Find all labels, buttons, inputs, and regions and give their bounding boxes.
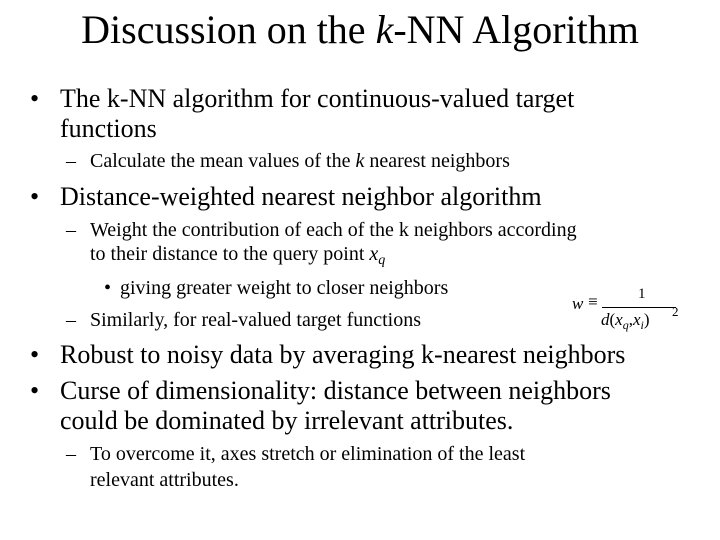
bullet-text: Curse of dimensionality: distance between neighbors — [60, 376, 611, 405]
bullet-marker: • — [30, 376, 40, 405]
fraction-bar — [602, 307, 676, 308]
bullet-marker: • — [30, 340, 40, 369]
sub-bullet-text: Calculate the mean values of the k nearest neighbors — [90, 150, 510, 172]
title-k: k — [375, 7, 394, 52]
formula-equiv: ≡ — [588, 292, 598, 311]
formula-numerator: 1 — [638, 286, 646, 302]
sub-bullet-mean — [66, 149, 686, 175]
bullet-curse-dimensionality — [30, 376, 700, 436]
bullet-text: The k-NN algorithm for continuous-valued target — [60, 84, 575, 113]
title-text: Discussion on the — [81, 7, 376, 52]
sub-bullet-text: Weight the contribution of each of the k neighbors according — [90, 219, 577, 241]
bullet-marker: • — [30, 84, 40, 113]
bullet-text-cont: could be dominated by irrelevant attributes. — [60, 406, 514, 435]
sub-bullet-text: Similarly, for real-valued target functions — [90, 309, 422, 331]
sub-sub-bullet-text: giving greater weight to closer neighbors — [120, 277, 449, 299]
weight-formula — [570, 286, 688, 334]
sub-sub-bullet-closer — [104, 276, 544, 302]
dash-marker: – — [66, 443, 76, 465]
bullet-text: Distance-weighted nearest neighbor algorithm — [60, 182, 542, 211]
formula-exponent: 2 — [672, 304, 679, 319]
bullet-marker: • — [30, 182, 40, 211]
slide-title — [0, 6, 720, 54]
sub-bullet-real-valued — [66, 308, 536, 334]
bullet-text: Robust to noisy data by averaging k-nearest neighbors — [60, 340, 626, 369]
formula-denominator: $d(x_q,x_i)$ — [601, 310, 650, 332]
bullet-marker: • — [104, 277, 112, 299]
bullet-robust-noisy — [30, 340, 700, 370]
sub-bullet-text-cont: to their distance to the query point $x_q$ — [90, 243, 386, 268]
sub-bullet-text-cont: relevant attributes. — [90, 469, 239, 491]
sub-bullet-text: To overcome it, axes stretch or elimination of the least — [90, 443, 526, 465]
bullet-distance-weighted — [30, 182, 690, 212]
dash-marker: – — [66, 219, 76, 241]
dash-marker: – — [66, 150, 76, 172]
bullet-text-cont: functions — [60, 114, 157, 143]
title-text-end: -NN Algorithm — [393, 7, 639, 52]
bullet-knn-continuous — [30, 84, 690, 144]
formula-w: w — [572, 294, 584, 313]
sub-bullet-overcome — [66, 442, 686, 492]
dash-marker: – — [66, 309, 76, 331]
sub-bullet-weight — [66, 218, 696, 268]
